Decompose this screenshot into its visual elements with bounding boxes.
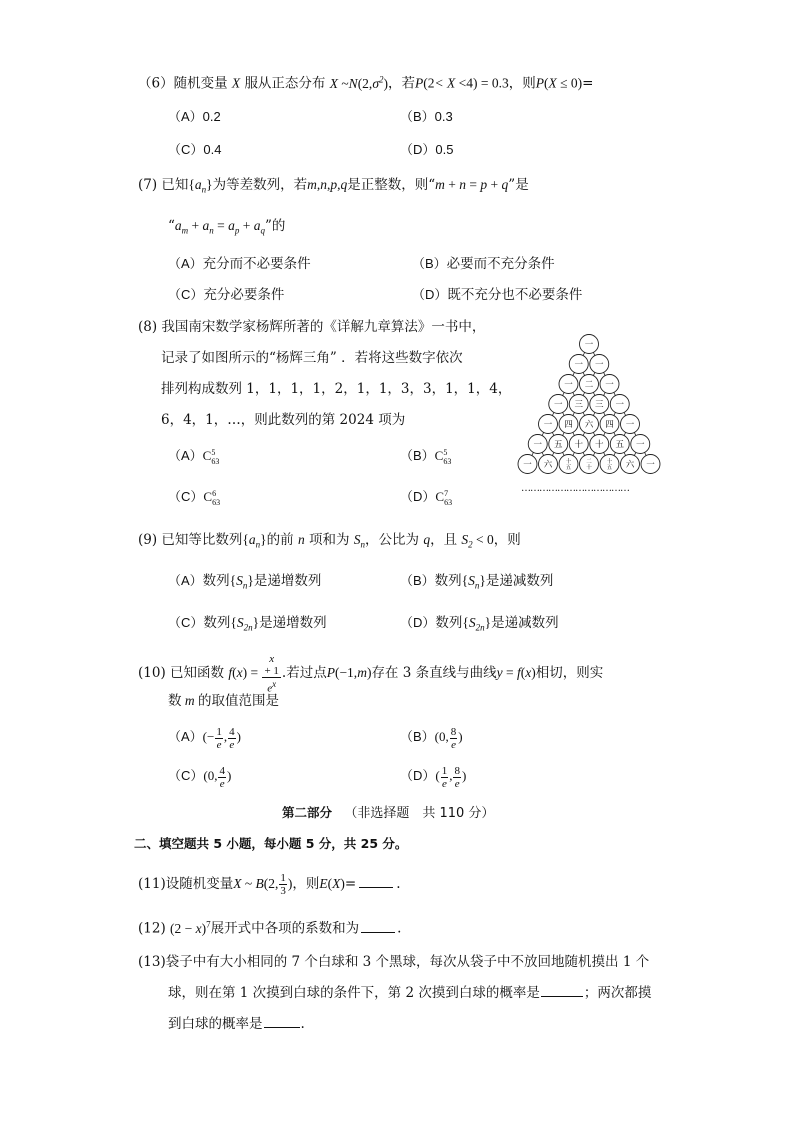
- option-value: 0.2: [202, 109, 221, 124]
- q9-option-c: [168, 614, 327, 637]
- q11-math-dist: X ~ B(2, $\frac{1}{3}$ ): [233, 872, 293, 898]
- triangle-node-label: 十五: [606, 459, 613, 471]
- question-11: [138, 870, 401, 898]
- triangle-ellipsis: ………………………………: [521, 483, 629, 494]
- triangle-node-label: 一: [523, 460, 532, 470]
- triangle-node-label: 三: [574, 400, 584, 410]
- triangle-node-label: 五: [615, 440, 625, 450]
- q10-text-4: 相切，则实: [535, 664, 604, 681]
- option-math: $\{S_{2n}\}$: [462, 615, 492, 633]
- q6-math-prob: P(2< X <4) = 0.3: [414, 75, 509, 91]
- q10-option-b: [400, 723, 463, 751]
- triangle-node-label: 一: [553, 400, 563, 410]
- triangle-node-label: 六: [584, 420, 594, 430]
- option-value: ( $\frac{1}{e}$ , $\frac{8}{e}$ ): [435, 764, 467, 790]
- triangle-node-label: 三: [594, 400, 604, 410]
- q10-option-a: [168, 723, 241, 751]
- q10-label: (10): [138, 664, 166, 681]
- q8-line-1: 我国南宋数学家杨辉所著的《详解九章算法》一书中，: [161, 319, 486, 335]
- question-6: [138, 70, 593, 93]
- triangle-node-label: 一: [605, 380, 614, 390]
- option-pre: 数列: [203, 615, 231, 631]
- q6-math-X: X: [231, 75, 241, 91]
- option-post: 是递减数列: [485, 573, 554, 589]
- triangle-node-label: 一: [574, 360, 584, 370]
- q13-line-2: [168, 984, 651, 1002]
- q6-option-c: [168, 141, 221, 159]
- section-two-title: 二、填空题共 5 小题，每小题 5 分，共 25 分。: [134, 836, 408, 851]
- triangle-node-label: 一: [635, 440, 645, 450]
- option-value: C 5 63: [202, 448, 220, 467]
- option-value: 必要而不充分条件: [446, 256, 555, 272]
- triangle-node-label: 二: [584, 380, 594, 390]
- option-value: (− $\frac{1}{e}$ , $\frac{4}{e}$ ): [202, 725, 241, 751]
- triangle-node-label: 六: [625, 460, 635, 470]
- q10-math-m: m: [181, 693, 198, 708]
- q8-label: (8): [138, 319, 158, 335]
- q13-text-2b: ；两次都摸: [583, 985, 652, 1001]
- triangle-node-label: 十五: [565, 459, 572, 471]
- q7-line-2: [168, 217, 285, 240]
- option-pre: 数列: [435, 615, 463, 631]
- option-value: 0.5: [435, 142, 454, 157]
- option-letter: （B）: [400, 573, 435, 588]
- q6-math-dist: X $\sim N(2,\sigma^2)$: [329, 74, 388, 91]
- q6-text-1: 随机变量: [173, 75, 228, 92]
- q7-text-1: 已知: [161, 177, 189, 193]
- triangle-node-label: 一: [646, 460, 655, 470]
- part-two-subtitle: （非选择题 共 110 分）: [344, 806, 495, 821]
- q7-quote-open: “: [168, 218, 175, 234]
- q12-label: (12): [138, 920, 166, 937]
- option-pre: 数列: [202, 573, 230, 589]
- q9-option-d: [400, 614, 559, 637]
- q9-math-S2: $S_2 < 0$: [461, 532, 494, 550]
- q11-label: (11): [138, 876, 166, 892]
- triangle-node-label: 一: [615, 400, 625, 410]
- triangle-node-label: 四: [564, 420, 573, 430]
- question-7: [138, 176, 529, 199]
- q9-math-n: n: [297, 532, 305, 547]
- option-math: $\{S_{2n}\}$: [230, 615, 260, 633]
- q9-text-1: 已知等比数列: [161, 532, 243, 548]
- q7-option-a: [168, 255, 311, 273]
- q7-math-eq: $a_m + a_n = a_p + a_q$: [174, 218, 266, 236]
- option-value: C 5 63: [434, 448, 452, 467]
- q10-math-P: P(−1,m): [326, 664, 372, 680]
- question-10: [138, 653, 603, 695]
- q7-option-d: [412, 286, 582, 304]
- q13-answer-blank-2[interactable]: [264, 1015, 300, 1028]
- question-8: [138, 318, 485, 336]
- option-letter: （C）: [168, 768, 204, 783]
- q10-text-3: 存在 3 条直线与曲线: [371, 664, 497, 681]
- q12-text-1: 展开式中各项的系数和为: [210, 920, 360, 937]
- option-post: 是递增数列: [253, 573, 322, 589]
- option-value: 充分而不必要条件: [202, 256, 311, 272]
- q11-answer-blank[interactable]: [359, 875, 393, 888]
- q11-text-1: 设随机变量: [165, 876, 234, 892]
- option-value: 充分必要条件: [203, 287, 285, 303]
- option-letter: （A）: [168, 109, 203, 124]
- option-letter: （B）: [400, 109, 435, 124]
- q9-text-3: 项和为: [308, 532, 350, 548]
- q6-option-b: [400, 108, 453, 126]
- q6-text-4: ，则: [508, 75, 536, 92]
- q7-option-c: [168, 286, 284, 304]
- question-12: [138, 915, 401, 938]
- triangle-node-label: 五: [553, 440, 563, 450]
- q10-math-f: f(x) = x + 1 $e^x$: [228, 653, 279, 695]
- option-letter: （A）: [168, 256, 203, 271]
- q10-math-curve: y = f(x): [496, 664, 536, 680]
- q9-text-5: ，且: [430, 532, 458, 548]
- q12-answer-blank[interactable]: [361, 920, 395, 933]
- q7-text-3: 是正整数，则“: [347, 177, 436, 193]
- option-letter: （D）: [400, 768, 436, 783]
- q8-line-4: 6，4，1，…，则此数列的第 2024 项为: [161, 412, 406, 428]
- q10-text-2: .若过点: [281, 664, 327, 681]
- q11-text-3: =: [344, 876, 357, 892]
- part-two-heading: [282, 804, 494, 823]
- q9-option-a: [168, 572, 321, 595]
- question-9: [138, 531, 521, 554]
- q9-text-4: ，公比为: [365, 532, 420, 548]
- q7-quote-close: ”的: [265, 218, 286, 234]
- triangle-node-label: 一: [564, 380, 573, 390]
- option-value: C 7 63: [435, 489, 453, 508]
- option-letter: （D）: [400, 142, 436, 157]
- q13-text-3a: 到白球的概率是: [168, 1016, 263, 1032]
- q6-option-d: [400, 141, 453, 159]
- triangle-node-label: 十: [594, 440, 604, 450]
- q9-math-an: $\{a_n\}$: [242, 532, 267, 550]
- option-letter: （B）: [400, 729, 435, 744]
- q13-text-2a: 球，则在第 1 次摸到白球的条件下，第 2 次摸到白球的概率是: [168, 985, 540, 1001]
- part-two-title: 第二部分: [282, 805, 333, 820]
- q6-text-2: 服从正态分布: [244, 75, 326, 92]
- q7-text-2: 为等差数列，若: [212, 177, 308, 193]
- q7-math-an: $\{a_n\}$: [188, 177, 213, 195]
- q13-line-3: [168, 1015, 305, 1033]
- option-value: (0, $\frac{8}{e}$ ): [434, 725, 463, 751]
- option-letter: （B）: [400, 448, 435, 463]
- q9-text-2: 的前: [266, 532, 294, 548]
- q8-option-a: [168, 447, 219, 466]
- option-letter: （A）: [168, 729, 203, 744]
- q8-line-2: 记录了如图所示的“杨辉三角” ．若将这些数字依次: [161, 350, 463, 366]
- triangle-node-label: 一: [584, 340, 594, 350]
- q12-text-2: .: [397, 920, 402, 937]
- q11-text-2: ，则: [292, 876, 320, 892]
- option-letter: （D）: [400, 489, 436, 504]
- q10-option-c: [168, 762, 231, 790]
- q8-option-b: [400, 447, 451, 466]
- option-letter: （C）: [168, 287, 204, 302]
- q10-text-6: 的取值范围是: [198, 693, 279, 709]
- option-post: 是递减数列: [491, 615, 559, 631]
- q6-math-ask: P(X ≤ 0): [535, 75, 583, 91]
- option-letter: （A）: [168, 448, 203, 463]
- triangle-node-label: 一: [533, 440, 543, 450]
- q6-text-3: ，若: [387, 75, 415, 92]
- triangle-node-label: 一: [594, 360, 604, 370]
- triangle-node-label: 二十: [586, 459, 592, 471]
- q13-line-1: 袋子中有大小相同的 7 个白球和 3 个黑球，每次从袋子中不放回地随机摸出 1 个: [165, 954, 650, 970]
- option-letter: （C）: [168, 489, 204, 504]
- q9-text-6: ，则: [493, 532, 521, 548]
- question-13: [138, 953, 649, 971]
- option-letter: （D）: [412, 287, 448, 302]
- q6-label: （6）: [138, 75, 174, 92]
- q9-label: (9): [138, 532, 158, 548]
- q13-answer-blank-1[interactable]: [541, 984, 583, 997]
- q10-text-5: 数: [168, 693, 182, 709]
- q9-math-q: q: [423, 532, 431, 547]
- triangle-node-label: 六: [543, 460, 553, 470]
- option-pre: 数列: [434, 573, 462, 589]
- option-letter: （A）: [168, 573, 203, 588]
- q7-text-4: ”是: [508, 177, 529, 193]
- triangle-node-label: 十: [574, 440, 584, 450]
- option-value: 既不充分也不必要条件: [447, 287, 583, 303]
- q10-text-1: 已知函数: [170, 664, 225, 681]
- q10-line-2: [168, 692, 279, 710]
- option-letter: （C）: [168, 142, 204, 157]
- q12-math-expr: $(2 - x)^7$: [170, 919, 211, 936]
- option-math: $\{S_n\}$: [461, 573, 486, 591]
- q7-option-b: [412, 255, 555, 273]
- q7-math-cond: m + n = p + q: [435, 177, 509, 192]
- option-letter: （B）: [412, 256, 447, 271]
- q6-text-5: =: [582, 75, 594, 92]
- q9-option-b: [400, 572, 553, 595]
- option-value: 0.4: [203, 142, 222, 157]
- option-value: C 6 63: [203, 489, 221, 508]
- option-math: $\{S_n\}$: [229, 573, 254, 591]
- option-post: 是递增数列: [259, 615, 327, 631]
- q7-math-mnpq: m,n,p,q: [307, 177, 348, 192]
- triangle-node-label: 一: [543, 420, 553, 430]
- q8-option-c: [168, 488, 220, 507]
- q8-line-3: 排列构成数列 1，1，1，1，2，1，1，3，3，1，1，4，: [161, 381, 512, 397]
- option-letter: （D）: [400, 615, 436, 630]
- option-letter: （C）: [168, 615, 204, 630]
- option-value: 0.3: [434, 109, 453, 124]
- q13-label: (13): [138, 954, 166, 970]
- option-value: (0, $\frac{4}{e}$ ): [203, 764, 232, 790]
- q10-option-d: [400, 762, 466, 790]
- q11-text-4: .: [396, 876, 401, 892]
- q7-label: (7): [138, 177, 158, 193]
- triangle-node-label: 四: [605, 420, 614, 430]
- yang-hui-triangle: [514, 332, 664, 492]
- q13-text-3b: .: [300, 1016, 305, 1032]
- triangle-node-label: 一: [625, 420, 635, 430]
- q11-math-E: E(X): [319, 876, 345, 891]
- q9-math-Sn: $S_n$: [353, 532, 366, 550]
- q6-option-a: [168, 108, 221, 126]
- q8-option-d: [400, 488, 452, 507]
